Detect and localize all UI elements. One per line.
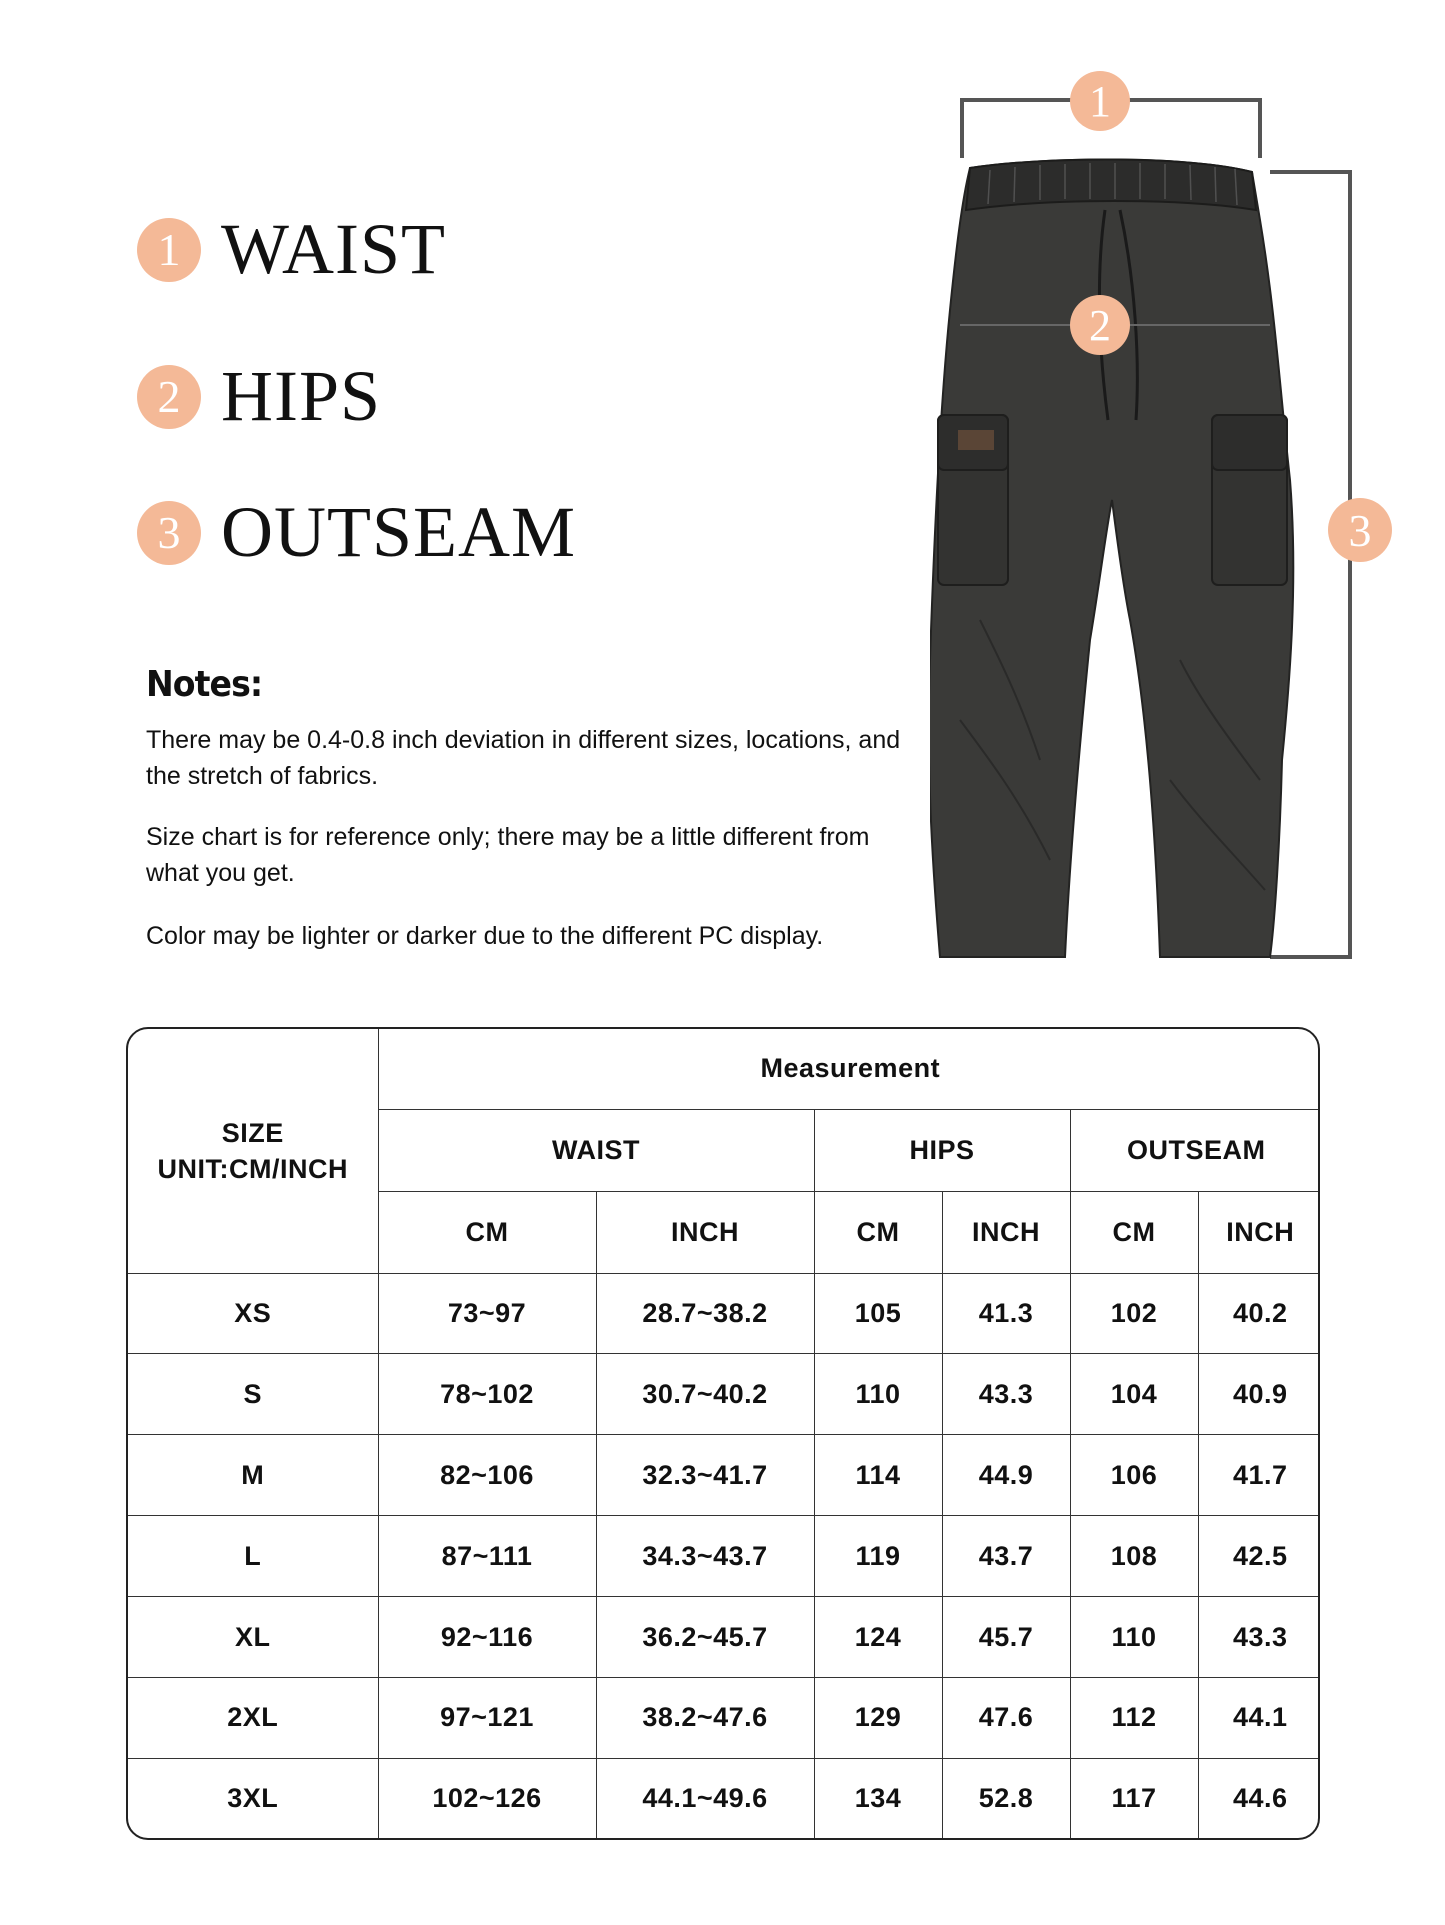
unit-header: INCH — [596, 1191, 814, 1273]
measurement-cell: 102~126 — [378, 1758, 596, 1838]
size-cell: M — [128, 1435, 378, 1516]
measurement-cell: 105 — [814, 1273, 942, 1354]
measurement-cell: 134 — [814, 1758, 942, 1838]
measurement-cell: 28.7~38.2 — [596, 1273, 814, 1354]
table-row — [128, 1273, 1320, 1354]
measurement-cell: 102 — [1070, 1273, 1198, 1354]
pants-illustration — [930, 60, 1400, 990]
note-deviation: There may be 0.4-0.8 inch deviation in different sizes, locations, and the stretch of fabrics. — [146, 726, 901, 790]
measurement-cell: 43.3 — [942, 1354, 1070, 1435]
measurement-cell: 30.7~40.2 — [596, 1354, 814, 1435]
note-reference: Size chart is for reference only; there may be a little different from what you get. — [146, 823, 870, 887]
cargo-flap-right — [1212, 415, 1287, 470]
size-cell: S — [128, 1354, 378, 1435]
unit-header-label: UNIT:CM/INCH — [157, 1153, 348, 1184]
measurement-cell: 52.8 — [942, 1758, 1070, 1838]
measurement-cell: 87~111 — [378, 1516, 596, 1597]
size-cell: XL — [128, 1597, 378, 1678]
measurement-cell: 129 — [814, 1677, 942, 1758]
measurement-cell: 110 — [814, 1354, 942, 1435]
group-header-outseam: OUTSEAM — [1070, 1109, 1320, 1191]
measurement-cell: 110 — [1070, 1597, 1198, 1678]
table-row — [128, 1677, 1320, 1758]
table-row — [128, 1354, 1320, 1435]
unit-header: CM — [378, 1191, 596, 1273]
measurement-cell: 42.5 — [1198, 1516, 1320, 1597]
measurement-cell: 40.9 — [1198, 1354, 1320, 1435]
measurement-cell: 78~102 — [378, 1354, 596, 1435]
unit-header: INCH — [942, 1191, 1070, 1273]
size-header-label: SIZE — [221, 1117, 284, 1148]
measurement-cell: 117 — [1070, 1758, 1198, 1838]
measurement-cell: 32.3~41.7 — [596, 1435, 814, 1516]
measurement-cell: 119 — [814, 1516, 942, 1597]
measurement-cell: 112 — [1070, 1677, 1198, 1758]
size-cell: 3XL — [128, 1758, 378, 1838]
measurement-cell: 114 — [814, 1435, 942, 1516]
measurement-cell: 43.7 — [942, 1516, 1070, 1597]
measurement-cell: 44.1~49.6 — [596, 1758, 814, 1838]
unit-header: INCH — [1198, 1191, 1320, 1273]
measurement-cell: 41.3 — [942, 1273, 1070, 1354]
table-row — [128, 1597, 1320, 1678]
measurement-cell: 44.1 — [1198, 1677, 1320, 1758]
table-row — [128, 1435, 1320, 1516]
svg-text:2: 2 — [1089, 301, 1111, 350]
measurement-cell: 108 — [1070, 1516, 1198, 1597]
measurement-cell: 92~116 — [378, 1597, 596, 1678]
measurement-cell: 106 — [1070, 1435, 1198, 1516]
measurement-cell: 45.7 — [942, 1597, 1070, 1678]
measurement-cell: 73~97 — [378, 1273, 596, 1354]
unit-header: CM — [814, 1191, 942, 1273]
pants-measurement-figure — [930, 60, 1400, 990]
measurement-cell: 34.3~43.7 — [596, 1516, 814, 1597]
size-cell: 2XL — [128, 1677, 378, 1758]
svg-text:1: 1 — [1089, 77, 1111, 126]
measurement-cell: 38.2~47.6 — [596, 1677, 814, 1758]
table-row — [128, 1758, 1320, 1838]
legend-label-hips: HIPS — [221, 356, 382, 436]
measurement-cell: 44.9 — [942, 1435, 1070, 1516]
measurement-cell: 44.6 — [1198, 1758, 1320, 1838]
legend-hips — [137, 355, 381, 438]
group-header-hips: HIPS — [814, 1109, 1070, 1191]
size-chart-table — [126, 1027, 1320, 1840]
legend-outseam — [137, 491, 576, 574]
number-1-badge: 1 — [137, 218, 201, 282]
leather-patch — [958, 430, 994, 450]
measurement-cell: 40.2 — [1198, 1273, 1320, 1354]
note-color: Color may be lighter or darker due to the different PC display. — [146, 922, 824, 950]
table-row — [128, 1516, 1320, 1597]
number-3-badge: 3 — [137, 501, 201, 565]
size-cell: XS — [128, 1273, 378, 1354]
measurement-cell: 104 — [1070, 1354, 1198, 1435]
unit-header: CM — [1070, 1191, 1198, 1273]
measurement-cell: 36.2~45.7 — [596, 1597, 814, 1678]
group-header-waist: WAIST — [378, 1109, 814, 1191]
number-2-badge: 2 — [137, 365, 201, 429]
svg-text:3: 3 — [1348, 505, 1372, 556]
legend-waist — [137, 208, 446, 291]
measurement-cell: 97~121 — [378, 1677, 596, 1758]
notes-title: Notes: — [146, 664, 263, 705]
size-unit-header — [128, 1029, 378, 1273]
measurement-cell: 124 — [814, 1597, 942, 1678]
legend-label-outseam: OUTSEAM — [221, 492, 577, 572]
size-cell: L — [128, 1516, 378, 1597]
measurement-cell: 82~106 — [378, 1435, 596, 1516]
measurement-cell: 47.6 — [942, 1677, 1070, 1758]
measurement-header: Measurement — [378, 1029, 1320, 1109]
measurement-cell: 43.3 — [1198, 1597, 1320, 1678]
measurement-cell: 41.7 — [1198, 1435, 1320, 1516]
legend-label-waist: WAIST — [221, 209, 446, 289]
